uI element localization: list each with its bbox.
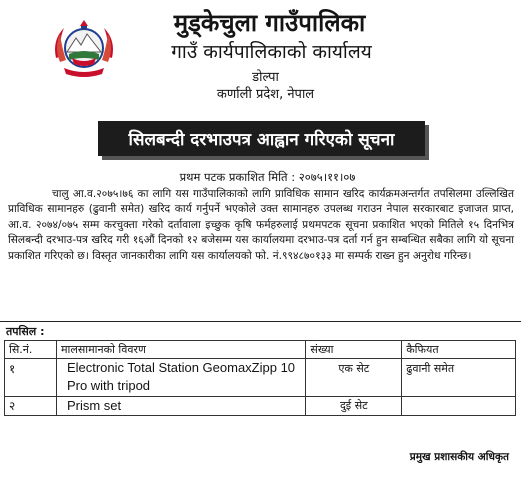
province-name: कर्णाली प्रदेश, नेपाल [216,87,315,102]
header-item: मालसामानको विवरण [56,341,305,359]
notice-title: सिलबन्दी दरभाउपत्र आह्वान गरिएको सूचना [128,130,395,150]
table-row [5,397,516,416]
row-item: Electronic Total Station GeomaxZipp 10 Pro with tripod [56,359,305,397]
notice-body [8,187,514,264]
section-divider [0,321,521,322]
table-title: तपसिल : [6,325,45,338]
table-header-row [5,341,516,359]
row-remarks: ढुवानी समेत [402,359,516,397]
items-table [4,340,516,416]
header-sn: सि.नं. [5,341,57,359]
table-row [5,359,516,397]
row-remarks [402,397,516,416]
header-qty: संख्या [306,341,402,359]
office-name: गाउँ कार्यपालिकाको कार्यालय [171,41,372,63]
district-name: डोल्पा [252,70,279,85]
row-qty: दुई सेट [306,397,402,416]
row-sn: १ [5,359,57,397]
row-sn: २ [5,397,57,416]
row-item: Prism set [56,397,305,416]
row-qty: एक सेट [306,359,402,397]
municipality-name: मुड्केचुला गाउँपालिका [173,9,366,37]
notice-paragraph: चालु आ.व.२०७५।७६ का लागि यस गाउँपालिकाको लागि प्राविधिक सामान खरिद कार्यक्रमअन्तर्गत तपसिलमा उल्लिखित प्राविधिक सामानहरु (ढुवानी समेत) खरिद कार्य गर्नुपर्ने भएकोले उक्त सामानहरु उपलब्ध गराउन नेपाल सरकारबाट इजाजत प्राप्त, आ.व. २०७४/०७५ सम्म करचुक्ता गरेको दर्तावाला इच्छुक कृषि फर्महरुलाई प्रथमपटक सूचना प्रकाशित भएको मितिले १५ दिनभित्र सिलबन्दी दरभाउ-पत्र खरिद गरी १६औं दिनको १२ बजेसम्म यस कार्यालयमा दरभाउ-पत्र दर्ता गर्न हुन सम्बन्धित सबैका लागि यो सूचना प्रकाशित गरिएको छ। विस्तृत जानकारीका लागि यस कार्यालयको फो. नं.९९४८७०१३३ मा सम्पर्क राख्न हुन अनुरोध गरिन्छ। [8,188,514,262]
signature-title: प्रमुख प्रशासकीय अधिकृत [409,451,509,463]
header-remarks: कैफियत [402,341,516,359]
publish-date: प्रथम पटक प्रकाशित मिति : २०७५।११।०७ [179,170,356,184]
notice-title-banner [98,121,425,156]
